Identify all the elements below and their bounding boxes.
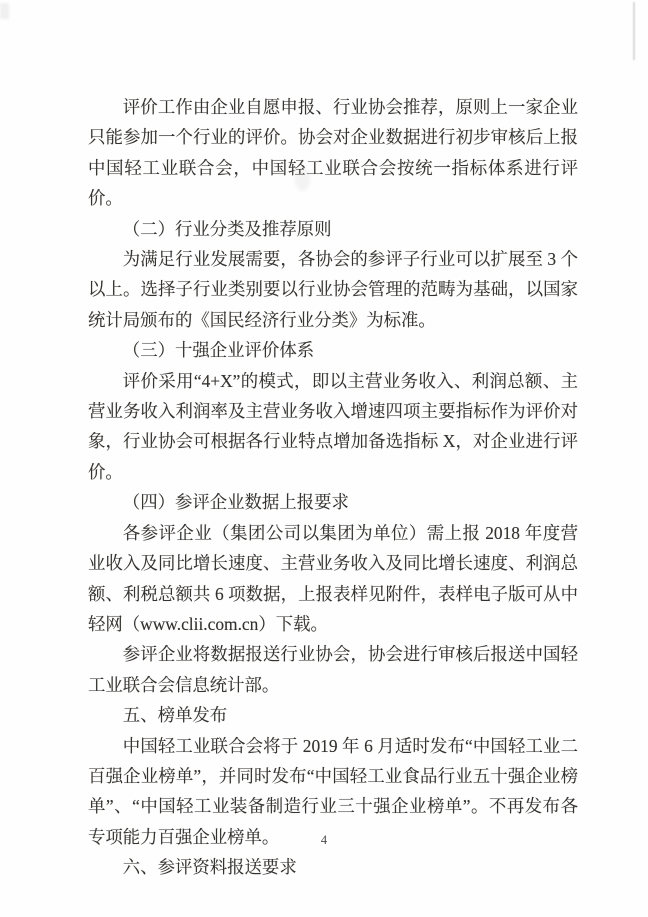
paragraph: 参评企业将数据报送行业协会，协会进行审核后报送中国轻工业联合会信息统计部。 (88, 644, 578, 695)
paragraph: 为满足行业发展需要，各协会的参评子行业可以扩展至 3 个以上。选择子行业类别要以行业协会管理的范畴为基础，以国家统计局颁布的《国民经济行业分类》为标准。 (88, 249, 578, 330)
section-heading: 六、参评资料报送要求 (122, 857, 297, 878)
paragraph: 中国轻工业联合会将于 2019 年 6 月适时发布“中国轻工业二百强企业榜单”，并同时发布“中国轻工业食品行业五十强企业榜单”、“中国轻工业装备制造行业三十强企业榜单”。不再发布各专项能力百强企业榜单。 (88, 735, 578, 847)
section-heading: 五、榜单发布 (122, 705, 228, 726)
paragraph: 评价工作由企业自愿申报、行业协会推荐，原则上一家企业只能参加一个行业的评价。协会对企业数据进行初步审核后上报中国轻工业联合会，中国轻工业联合会按统一指标体系进行评价。 (88, 97, 578, 209)
scan-artifact-line (633, 2, 635, 60)
paragraph: 各参评企业（集团公司以集团为单位）需上报 2018 年度营业收入及同比增长速度、主营业务收入及同比增长速度、利润总额、利税总额共 6 项数据，上报表样见附件，表样电子版可从中轻网（www.clii.com.cn）下载。 (88, 522, 578, 634)
scan-artifact-corner (0, 3, 9, 19)
document-body (88, 92, 578, 883)
page-number: 4 (320, 833, 328, 847)
section-heading: （四）参评企业数据上报要求 (122, 492, 349, 513)
paragraph: 评价采用“4+X”的模式，即以主营业务收入、利润总额、主营业务收入利润率及主营业务收入增速四项主要指标作为评价对象，行业协会可根据各行业特点增加备选指标 X，对企业进行评价。 (88, 370, 578, 482)
section-heading: （三）十强企业评价体系 (122, 340, 315, 361)
section-heading: （二）行业分类及推荐原则 (122, 218, 332, 239)
